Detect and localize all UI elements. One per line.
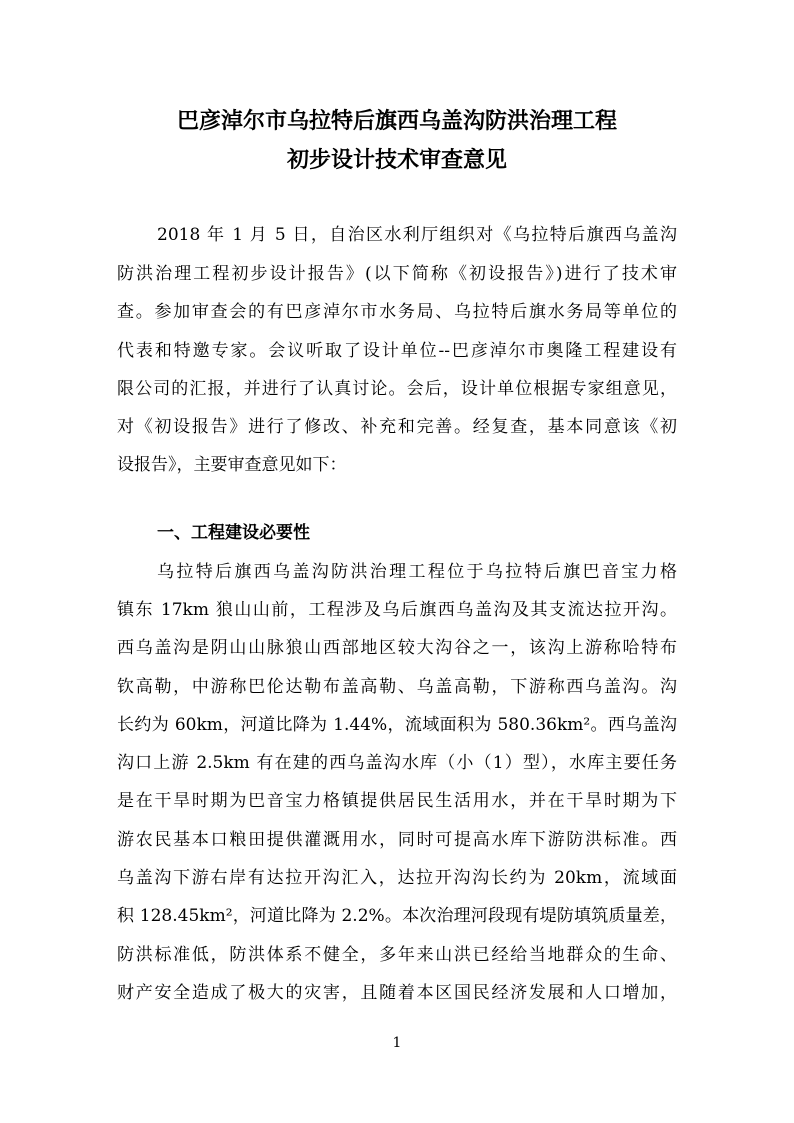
intro-paragraph-line: 对《初设报告》进行了修改、补充和完善。经复查，基本同意该《初 xyxy=(117,417,677,437)
section-paragraph-line: 游农民基本口粮田提供灌溉用水，同时可提高水库下游防洪标准。西 xyxy=(117,830,677,850)
section-paragraph-line: 沟口上游 2.5km 有在建的西乌盖沟水库（小（1）型），水库主要任务 xyxy=(117,753,677,773)
section-paragraph-line: 积 128.45km²，河道比降为 2.2%。本次治理河段现有堤防填筑质量差， xyxy=(117,906,677,926)
intro-paragraph-line: 防洪治理工程初步设计报告》(以下简称《初设报告》)进行了技术审 xyxy=(117,264,677,284)
document-title-line-1: 巴彦淖尔市乌拉特后旗西乌盖沟防洪治理工程 xyxy=(176,109,617,134)
page-number: 1 xyxy=(392,1035,402,1051)
document-title-line-2: 初步设计技术审查意见 xyxy=(286,148,507,173)
section-paragraph-line: 乌拉特后旗西乌盖沟防洪治理工程位于乌拉特后旗巴音宝力格 xyxy=(157,562,677,582)
section-paragraph-line: 乌盖沟下游右岸有达拉开沟汇入，达拉开沟沟长约为 20km，流域面 xyxy=(117,868,677,888)
section-paragraph-line: 财产安全造成了极大的灾害，且随着本区国民经济发展和人口增加， xyxy=(117,983,677,1003)
intro-paragraph-line: 限公司的汇报，并进行了认真讨论。会后，设计单位根据专家组意见， xyxy=(117,379,677,399)
section-paragraph-line: 钦高勒，中游称巴伦达勒布盖高勒、乌盖高勒，下游称西乌盖沟。沟 xyxy=(117,677,677,697)
intro-paragraph-line: 2018 年 1 月 5 日，自治区水利厅组织对《乌拉特后旗西乌盖沟 xyxy=(157,225,677,245)
section-paragraph-line: 是在干旱时期为巴音宝力格镇提供居民生活用水，并在干旱时期为下 xyxy=(117,791,677,811)
intro-paragraph-line: 代表和特邀专家。会议听取了设计单位--巴彦淖尔市奥隆工程建设有 xyxy=(117,341,677,361)
section-paragraph-line: 长约为 60km，河道比降为 1.44%，流域面积为 580.36km²。西乌盖沟 xyxy=(117,715,677,735)
intro-paragraph-line: 查。参加审查会的有巴彦淖尔市水务局、乌拉特后旗水务局等单位的 xyxy=(117,302,677,322)
section-paragraph-line: 防洪标准低，防洪体系不健全，多年来山洪已经给当地群众的生命、 xyxy=(117,945,677,965)
section-paragraph-line: 镇东 17km 狼山山前，工程涉及乌后旗西乌盖沟及其支流达拉开沟。 xyxy=(117,600,677,620)
intro-paragraph-line: 设报告》，主要审查意见如下： xyxy=(117,455,347,475)
section-heading: 一、工程建设必要性 xyxy=(157,523,310,543)
section-paragraph-line: 西乌盖沟是阴山山脉狼山西部地区较大沟谷之一，该沟上游称哈特布 xyxy=(117,638,677,658)
